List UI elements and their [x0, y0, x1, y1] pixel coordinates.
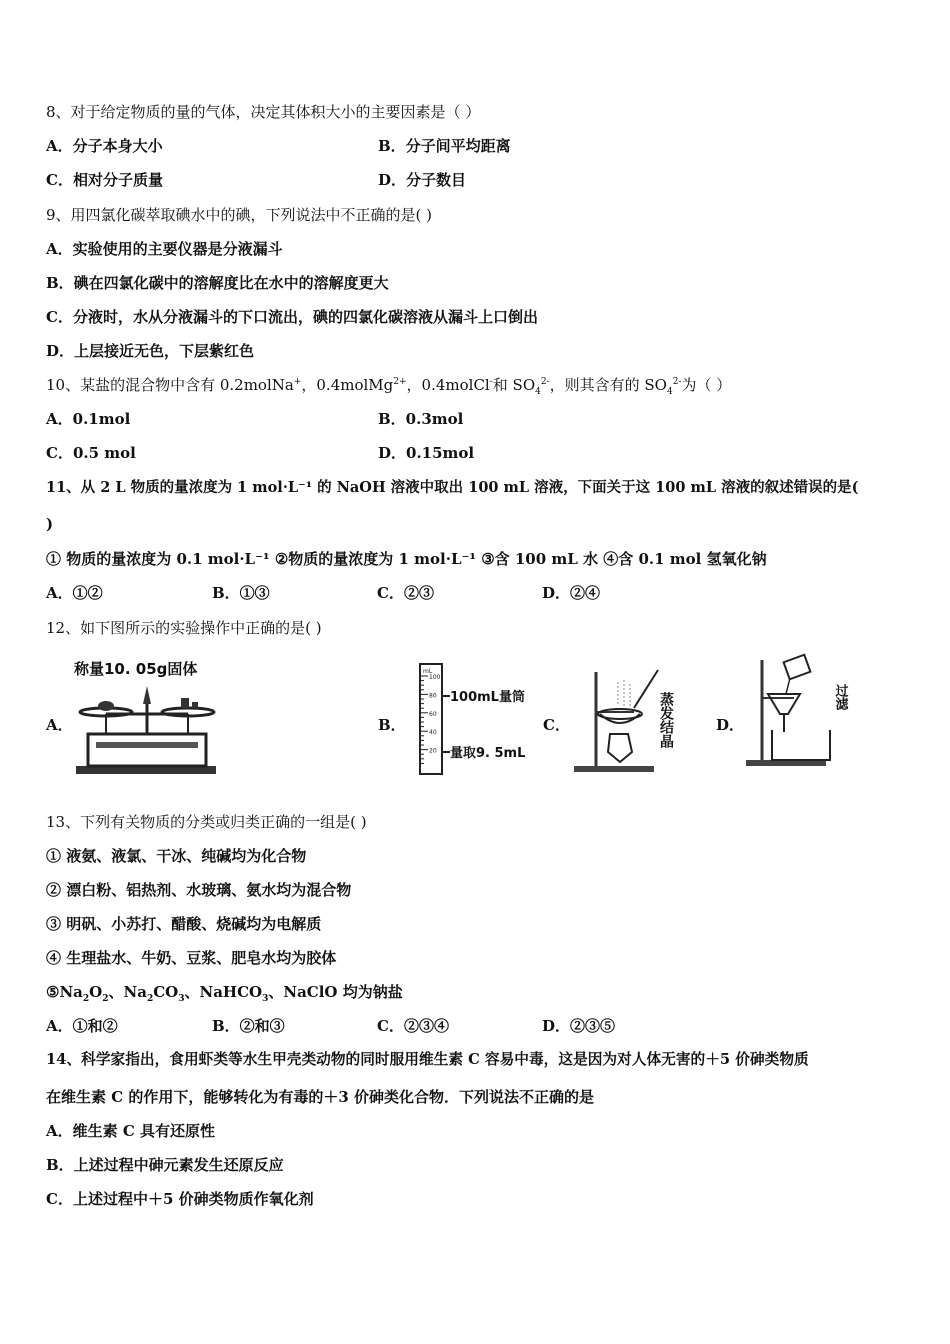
q8-option-a: A．分子本身大小	[46, 137, 163, 155]
cylinder-tick-label: 80	[429, 692, 437, 700]
q8-option-d: D．分子数目	[378, 171, 467, 189]
q12-stem: 12、如下图所示的实验操作中正确的是( )	[46, 619, 322, 637]
q13-item-4: ④ 生理盐水、牛奶、豆浆、肥皂水均为胶体	[46, 949, 337, 967]
q10-option-b: B．0.3mol	[378, 410, 464, 428]
q10-option-c: C．0.5 mol	[46, 444, 136, 462]
q8-stem: 8、对于给定物质的量的气体，决定其体积大小的主要因素是（ ）	[46, 103, 481, 121]
q11-stem-line2: )	[46, 515, 54, 533]
cylinder-tick-label: 60	[429, 710, 437, 718]
q9-stem: 9、用四氯化碳萃取碘水中的碘，下列说法中不正确的是( )	[46, 206, 433, 224]
q8-option-b: B．分子间平均距离	[378, 137, 511, 155]
cylinder-tick-label: 40	[429, 729, 437, 737]
q11-option-b: B．①③	[212, 584, 270, 602]
cylinder-tick-label: 20	[429, 747, 437, 755]
q9-option-b: B．碘在四氯化碳中的溶解度比在水中的溶解度更大	[46, 274, 389, 292]
q9-option-a: A．实验使用的主要仪器是分液漏斗	[46, 240, 283, 258]
q12-option-d: D．	[716, 716, 745, 734]
q12-option-b: B．	[378, 716, 406, 734]
q9-option-d: D．上层接近无色，下层紫红色	[46, 342, 255, 360]
q13-option-b: B．②和③	[212, 1017, 285, 1035]
q13-option-a: A．①和②	[46, 1017, 118, 1035]
q11-option-d: D．②④	[542, 584, 601, 602]
q14-stem-line1: 14、科学家指出，食用虾类等水生甲壳类动物的同时服用维生素 C 容易中毒，这是因为对人体无害的＋5 价砷类物质	[46, 1051, 809, 1068]
q13-item-3: ③ 明矾、小苏打、醋酸、烧碱均为电解质	[46, 915, 322, 933]
q11-option-a: A．①②	[46, 584, 103, 602]
q14-option-b: B．上述过程中砷元素发生还原反应	[46, 1156, 284, 1174]
q12-option-c: C．	[543, 716, 570, 734]
q13-item-1: ① 液氨、液氯、干冰、纯碱均为化合物	[46, 847, 307, 865]
q10-option-d: D．0.15mol	[378, 444, 475, 462]
q13-stem: 13、下列有关物质的分类或归类正确的一组是( )	[46, 813, 367, 831]
q11-stem-line1: 11、从 2 L 物质的量浓度为 1 mol·L⁻¹ 的 NaOH 溶液中取出 100 mL 溶液，下面关于这 100 mL 溶液的叙述错误的是(	[46, 479, 859, 496]
fig-d-caption: 过滤	[832, 684, 848, 710]
balance-figure	[66, 656, 228, 776]
q14-option-a: A．维生素 C 具有还原性	[46, 1122, 216, 1140]
q14-stem-line2: 在维生素 C 的作用下，能够转化为有毒的＋3 价砷类化合物．下列说法不正确的是	[46, 1088, 595, 1106]
q13-item-2: ② 漂白粉、铝热剂、水玻璃、氨水均为混合物	[46, 881, 352, 899]
graduated-cylinder-figure	[412, 660, 540, 778]
q12-option-a: A．	[46, 716, 73, 734]
q13-option-c: C．②③④	[377, 1017, 449, 1035]
q13-option-d: D．②③⑤	[542, 1017, 616, 1035]
q10-stem: 10、某盐的混合物中含有 0.2molNa+，0.4molMg$^{2+}$，0.4molCl-和 $SO_4^{2-}$，则其含有的 $SO_4^{2-}$为（ ）	[46, 376, 732, 397]
fig-b-caption-1: 100mL量筒	[450, 690, 525, 705]
q8-option-c: C．相对分子质量	[46, 171, 163, 189]
q11-option-c: C．②③	[377, 584, 434, 602]
q9-option-c: C．分液时，水从分液漏斗的下口流出，碘的四氯化碳溶液从漏斗上口倒出	[46, 308, 538, 326]
filtration-figure	[742, 652, 862, 770]
q13-item-5: $⑤Na_2O_2$、$Na_2CO_3$、NaHCO$_3$、NaClO 均为钠盐	[46, 983, 403, 1004]
cylinder-tick-label: 100	[429, 674, 441, 681]
q10-option-a: A．0.1mol	[46, 410, 131, 428]
q14-option-c: C．上述过程中＋5 价砷类物质作氧化剂	[46, 1190, 314, 1208]
fig-c-caption: 蒸发结晶	[658, 692, 674, 748]
fig-b-caption-2: 量取9. 5mL	[450, 746, 526, 761]
cylinder-unit-label: mL	[423, 668, 433, 675]
q11-statements: ① 物质的量浓度为 0.1 mol·L⁻¹ ②物质的量浓度为 1 mol·L⁻¹ ③含 100 mL 水 ④含 0.1 mol 氢氧化钠	[46, 550, 767, 568]
fig-a-caption: 称量10. 05g固体	[74, 660, 198, 678]
evaporation-figure	[570, 662, 694, 776]
